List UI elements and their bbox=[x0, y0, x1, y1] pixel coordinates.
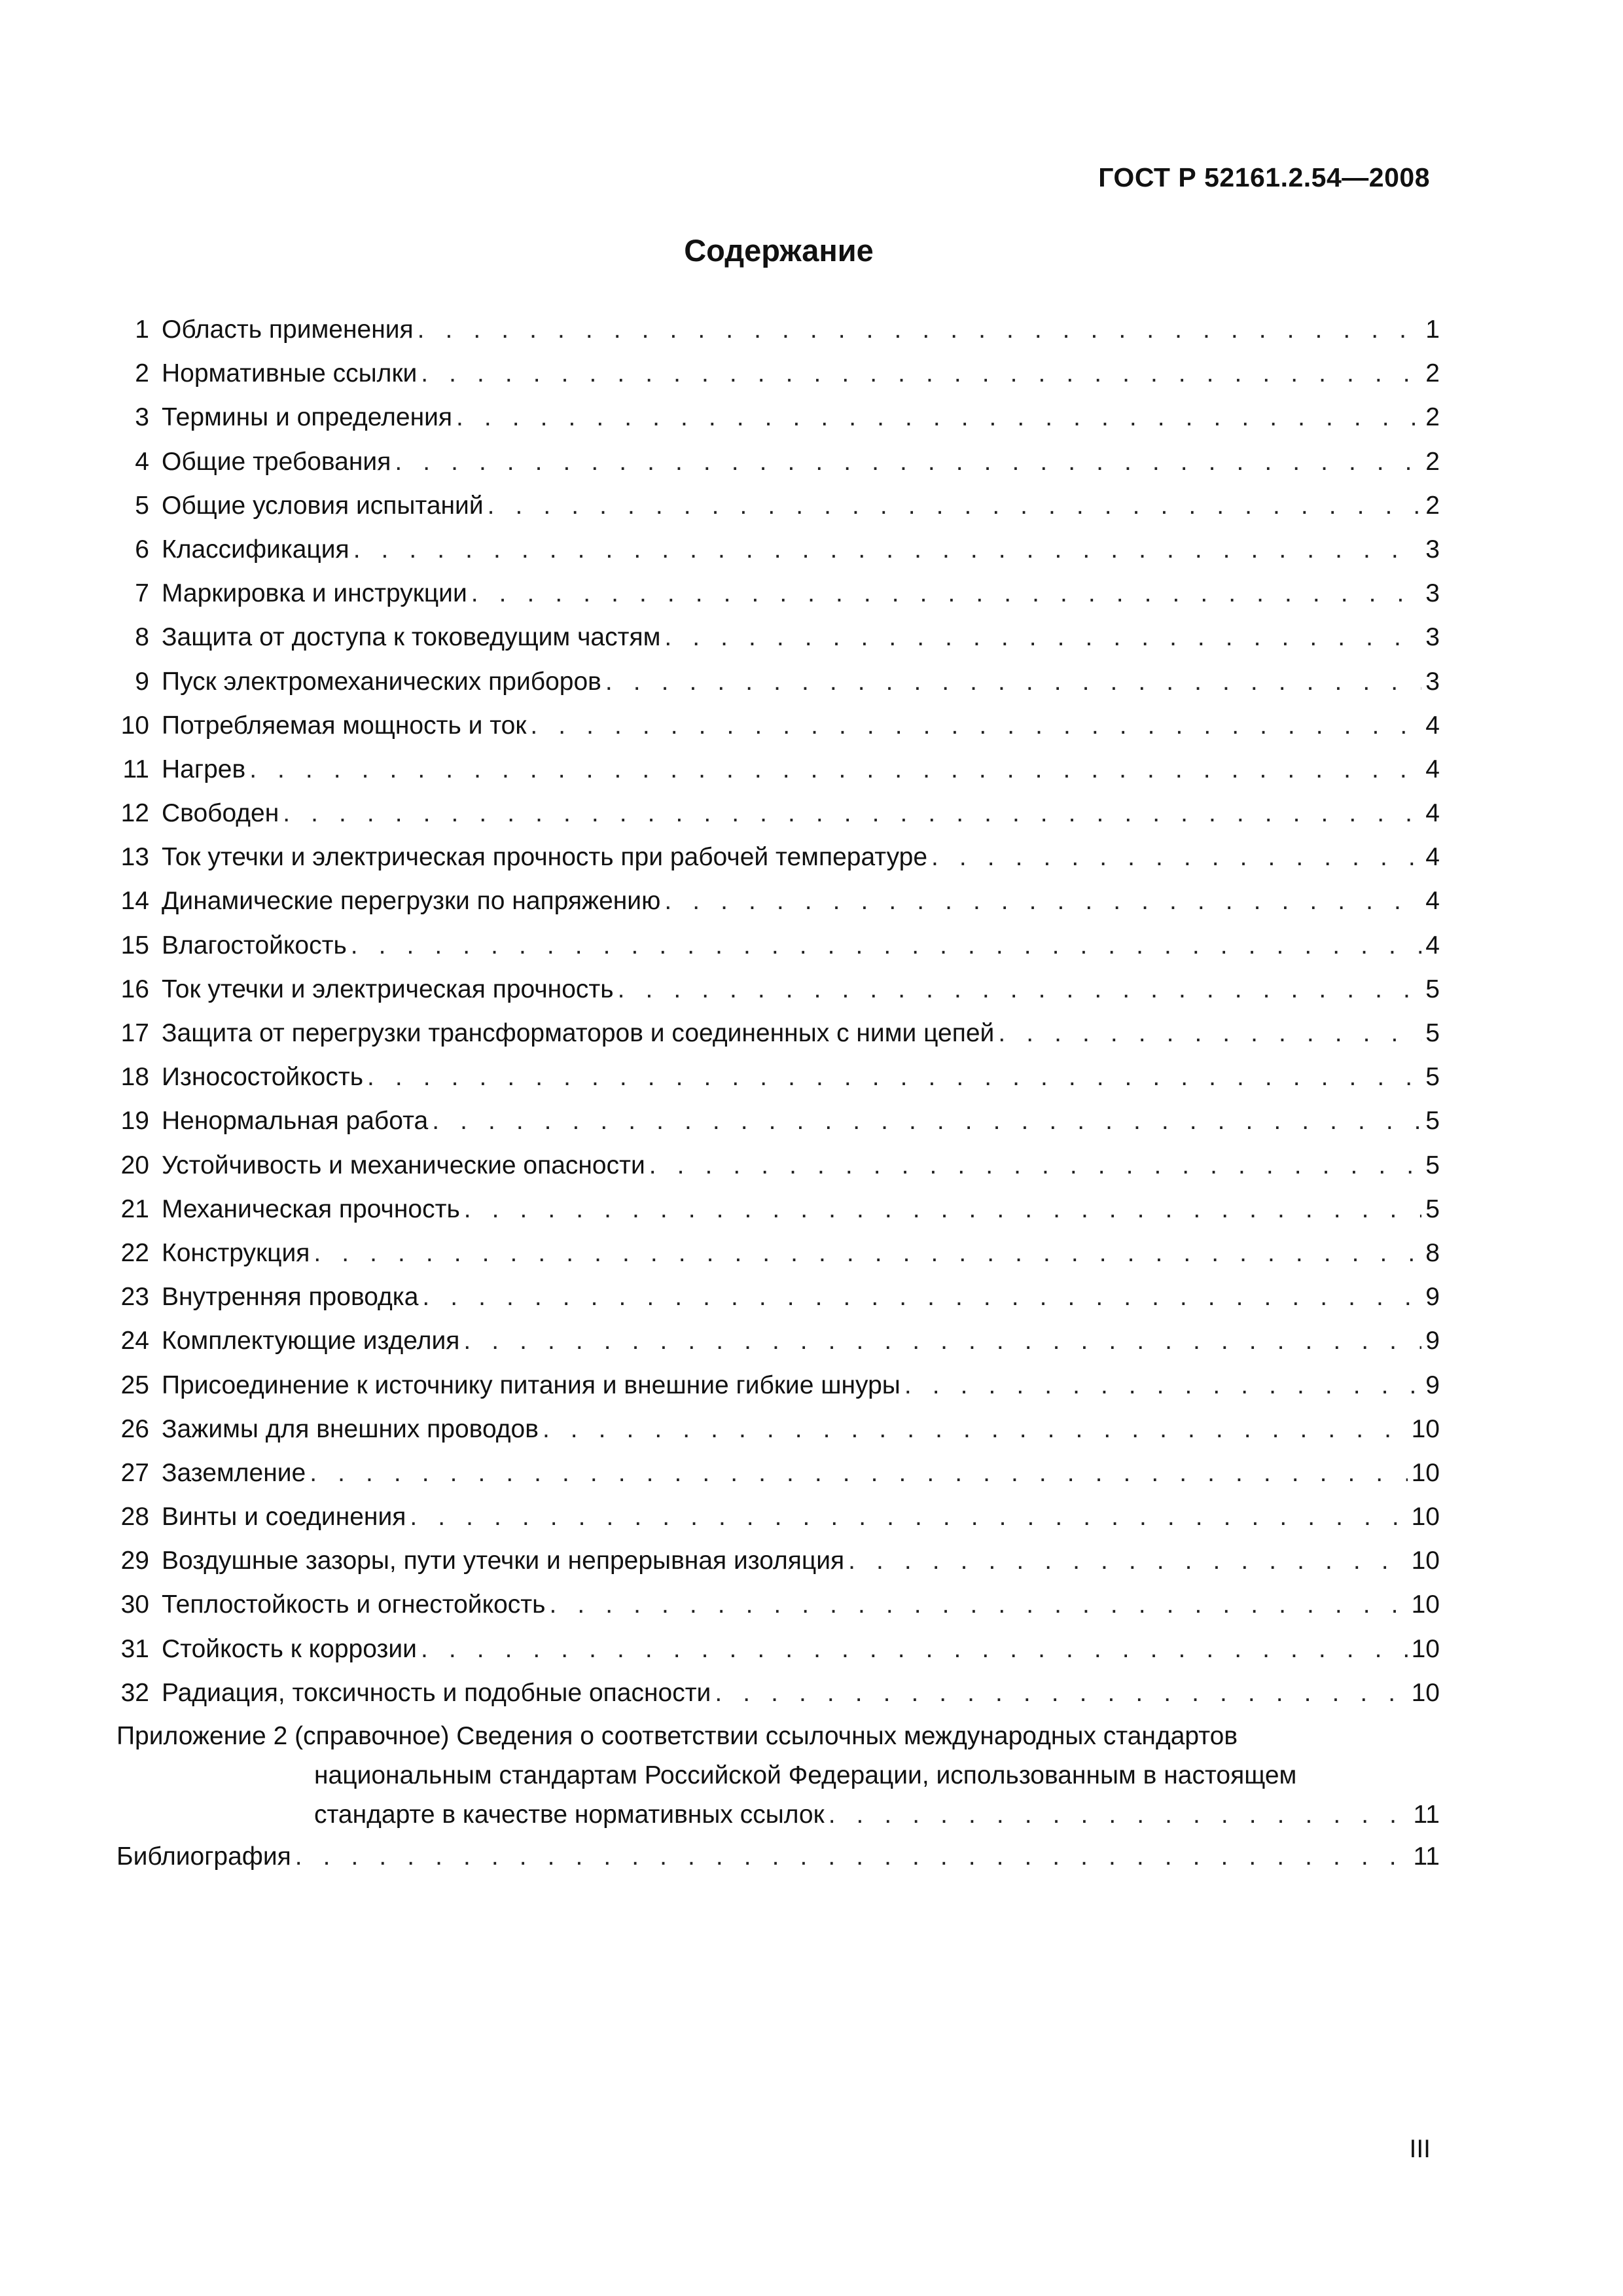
toc-entry[interactable] bbox=[116, 1583, 1440, 1626]
dot-leader bbox=[432, 1099, 1421, 1143]
toc-entry-label: Конструкция bbox=[162, 1238, 310, 1267]
toc-entry-page-number: 1 bbox=[1425, 315, 1440, 344]
toc-entry-number: 14 bbox=[120, 887, 149, 916]
toc-entry[interactable] bbox=[116, 1275, 1440, 1319]
toc-entry[interactable] bbox=[116, 528, 1440, 571]
toc-entry-page-number: 4 bbox=[1425, 711, 1440, 740]
dot-leader bbox=[367, 1055, 1421, 1099]
appendix-page-number: 11 bbox=[1413, 1801, 1440, 1829]
toc-entry[interactable] bbox=[116, 924, 1440, 967]
toc-entry-number: 9 bbox=[135, 667, 149, 696]
toc-entry-number: 29 bbox=[120, 1547, 149, 1575]
dot-leader bbox=[715, 1671, 1407, 1715]
toc-entry-page-number: 2 bbox=[1425, 491, 1440, 520]
toc-entry-label: Механическая прочность bbox=[162, 1194, 460, 1223]
toc-entry-label: Защита от перегрузки трансформаторов и соединенных с ними цепей bbox=[162, 1019, 995, 1047]
toc-entry-label: Маркировка и инструкции bbox=[162, 579, 467, 608]
toc-entry-label: Нагрев bbox=[162, 755, 246, 783]
toc-title: Содержание bbox=[684, 233, 874, 268]
toc-entry-page-number: 4 bbox=[1425, 755, 1440, 783]
toc-entry[interactable] bbox=[116, 1407, 1440, 1451]
toc-entry-page-number: 3 bbox=[1425, 623, 1440, 652]
toc-entry[interactable] bbox=[116, 704, 1440, 747]
toc-entry[interactable] bbox=[116, 879, 1440, 923]
toc-entry-label: Общие требования bbox=[162, 447, 391, 476]
bibliography-label: Библиография bbox=[116, 1842, 291, 1871]
page-number: III bbox=[1409, 2135, 1431, 2163]
toc-entry-label: Износостойкость bbox=[162, 1063, 364, 1092]
toc-entry[interactable] bbox=[116, 967, 1440, 1011]
toc-entry-number: 10 bbox=[120, 711, 149, 740]
toc-entry-label: Стойкость к коррозии bbox=[162, 1634, 417, 1663]
toc-entry[interactable] bbox=[116, 1143, 1440, 1187]
toc-entry-label: Комплектующие изделия bbox=[162, 1327, 460, 1355]
toc-entry-number: 1 bbox=[135, 315, 149, 344]
toc-entry-label: Нормативные ссылки bbox=[162, 359, 418, 388]
toc-entry-number: 27 bbox=[120, 1458, 149, 1487]
toc-entry-label: Воздушные зазоры, пути утечки и непрерывная изоляция bbox=[162, 1547, 845, 1575]
toc-entry-page-number: 9 bbox=[1425, 1327, 1440, 1355]
toc-entry-number: 16 bbox=[120, 975, 149, 1003]
toc-entry-label: Свободен bbox=[162, 799, 279, 828]
dot-leader bbox=[618, 967, 1422, 1011]
toc-entry-label: Защита от доступа к токоведущим частям bbox=[162, 623, 661, 652]
dot-leader bbox=[313, 1231, 1421, 1275]
dot-leader bbox=[664, 615, 1421, 659]
toc-entry-page-number: 10 bbox=[1411, 1458, 1440, 1487]
toc-entry-page-number: 5 bbox=[1425, 1063, 1440, 1092]
toc-entry-page-number: 10 bbox=[1411, 1503, 1440, 1532]
toc-entry-label: Устойчивость и механические опасности bbox=[162, 1151, 645, 1179]
appendix-title-line2: национальным стандартам Российской Федерации, использованным в настоящем bbox=[314, 1761, 1297, 1789]
toc-entry[interactable] bbox=[116, 1627, 1440, 1671]
toc-entry-label: Ток утечки и электрическая прочность bbox=[162, 975, 614, 1003]
toc-entry-number: 4 bbox=[135, 447, 149, 476]
toc-entry-number: 12 bbox=[120, 799, 149, 828]
toc-entry-page-number: 3 bbox=[1425, 535, 1440, 564]
toc-entry-page-number: 10 bbox=[1411, 1634, 1440, 1663]
toc-entry-label: Ненормальная работа bbox=[162, 1107, 429, 1136]
toc-entry[interactable] bbox=[116, 835, 1440, 879]
dot-leader bbox=[421, 1627, 1408, 1671]
dot-leader bbox=[829, 1795, 1410, 1835]
toc-entry-page-number: 10 bbox=[1411, 1414, 1440, 1443]
toc-entry-label: Ток утечки и электрическая прочность при рабочей температуре bbox=[162, 843, 928, 872]
dot-leader bbox=[295, 1835, 1410, 1878]
toc-entry[interactable] bbox=[116, 1099, 1440, 1143]
dot-leader bbox=[848, 1539, 1407, 1583]
toc-entry-label: Винты и соединения bbox=[162, 1503, 406, 1532]
toc-entry[interactable] bbox=[116, 351, 1440, 395]
toc-entry[interactable] bbox=[116, 660, 1440, 704]
toc-entry[interactable] bbox=[116, 747, 1440, 791]
toc-entry-label: Классификация bbox=[162, 535, 349, 564]
toc-entry-number: 13 bbox=[120, 843, 149, 872]
toc-entry-page-number: 2 bbox=[1425, 447, 1440, 476]
toc-entry-label: Влагостойкость bbox=[162, 931, 347, 960]
toc-entry-page-number: 10 bbox=[1411, 1590, 1440, 1619]
toc-entry-page-number: 5 bbox=[1425, 1019, 1440, 1047]
toc-entry-page-number: 5 bbox=[1425, 975, 1440, 1003]
toc-entry-page-number: 3 bbox=[1425, 667, 1440, 696]
toc-entry-number: 26 bbox=[120, 1414, 149, 1443]
dot-leader bbox=[931, 835, 1421, 879]
toc-entry[interactable] bbox=[116, 1363, 1440, 1407]
dot-leader bbox=[664, 879, 1421, 923]
toc-entry-page-number: 5 bbox=[1425, 1194, 1440, 1223]
toc-entry-number: 30 bbox=[120, 1590, 149, 1619]
toc-entry[interactable] bbox=[116, 1011, 1440, 1055]
dot-leader bbox=[418, 308, 1422, 351]
toc-entry-number: 2 bbox=[135, 359, 149, 388]
toc-entry-number: 3 bbox=[135, 403, 149, 432]
toc-entry-label: Радиация, токсичность и подобные опасности bbox=[162, 1678, 711, 1707]
toc-entry-label: Общие условия испытаний bbox=[162, 491, 484, 520]
toc-entry[interactable] bbox=[116, 1319, 1440, 1363]
toc-entry[interactable] bbox=[116, 1671, 1440, 1715]
toc-entry-number: 15 bbox=[120, 931, 149, 960]
toc-entry-label: Заземление bbox=[162, 1458, 306, 1487]
toc-entry[interactable] bbox=[116, 1187, 1440, 1231]
dot-leader bbox=[649, 1143, 1422, 1187]
toc-entry-page-number: 10 bbox=[1411, 1678, 1440, 1707]
toc-entry-label: Пуск электромеханических приборов bbox=[162, 667, 601, 696]
toc-entry[interactable] bbox=[116, 440, 1440, 484]
toc-entry-number: 20 bbox=[120, 1151, 149, 1179]
toc-entry[interactable] bbox=[116, 484, 1440, 528]
toc-entry[interactable] bbox=[116, 615, 1440, 659]
dot-leader bbox=[249, 747, 1421, 791]
dot-leader bbox=[998, 1011, 1421, 1055]
dot-leader bbox=[422, 1275, 1421, 1319]
toc-entry[interactable] bbox=[116, 395, 1440, 439]
dot-leader bbox=[904, 1363, 1421, 1407]
dot-leader bbox=[488, 484, 1422, 528]
toc-entry-number: 24 bbox=[120, 1327, 149, 1355]
toc-entry-page-number: 4 bbox=[1425, 843, 1440, 872]
appendix-title-line3: стандарте в качестве нормативных ссылок bbox=[314, 1801, 825, 1829]
toc-entry-number: 8 bbox=[135, 623, 149, 652]
toc-entry-label: Потребляемая мощность и ток bbox=[162, 711, 527, 740]
toc-entry-label: Динамические перегрузки по напряжению bbox=[162, 887, 661, 916]
toc-entry-label: Область применения bbox=[162, 315, 414, 344]
toc-entry[interactable] bbox=[116, 308, 1440, 351]
dot-leader bbox=[530, 704, 1421, 747]
toc-entry-number: 21 bbox=[120, 1194, 149, 1223]
toc-entry-page-number: 9 bbox=[1425, 1371, 1440, 1399]
toc-entry-number: 22 bbox=[120, 1238, 149, 1267]
toc-entry-page-number: 9 bbox=[1425, 1283, 1440, 1312]
dot-leader bbox=[549, 1583, 1407, 1626]
toc-entry[interactable] bbox=[116, 1451, 1440, 1495]
dot-leader bbox=[351, 924, 1422, 967]
toc-entry-label: Термины и определения bbox=[162, 403, 453, 432]
toc-entry-number: 17 bbox=[120, 1019, 149, 1047]
dot-leader bbox=[353, 528, 1422, 571]
toc-entry-number: 7 bbox=[135, 579, 149, 608]
toc-entry-page-number: 4 bbox=[1425, 931, 1440, 960]
toc-entry-page-number: 10 bbox=[1411, 1547, 1440, 1575]
toc-entry-number: 5 bbox=[135, 491, 149, 520]
toc-entry[interactable] bbox=[116, 1231, 1440, 1275]
toc-entry-number: 28 bbox=[120, 1503, 149, 1532]
dot-leader bbox=[410, 1495, 1407, 1539]
toc-entry-number: 32 bbox=[120, 1678, 149, 1707]
toc-entry-number: 25 bbox=[120, 1371, 149, 1399]
dot-leader bbox=[543, 1407, 1408, 1451]
toc-entry-number: 11 bbox=[122, 755, 149, 783]
dot-leader bbox=[421, 351, 1421, 395]
toc-entry[interactable] bbox=[116, 1055, 1440, 1099]
dot-leader bbox=[471, 571, 1422, 615]
dot-leader bbox=[310, 1451, 1407, 1495]
toc-entry-label: Зажимы для внешних проводов bbox=[162, 1414, 539, 1443]
toc-entry[interactable] bbox=[116, 791, 1440, 835]
toc-entry-label: Присоединение к источнику питания и внешние гибкие шнуры bbox=[162, 1371, 901, 1399]
dot-leader bbox=[463, 1319, 1421, 1363]
toc-entry[interactable] bbox=[116, 1539, 1440, 1583]
dot-leader bbox=[456, 395, 1421, 439]
toc-entry-page-number: 5 bbox=[1425, 1151, 1440, 1179]
toc-entry-number: 6 bbox=[135, 535, 149, 564]
toc-entry-page-number: 3 bbox=[1425, 579, 1440, 608]
toc-entry-label: Теплостойкость и огнестойкость bbox=[162, 1590, 546, 1619]
dot-leader bbox=[464, 1187, 1422, 1231]
bibliography-page-number: 11 bbox=[1413, 1842, 1440, 1871]
toc-entry[interactable] bbox=[116, 1495, 1440, 1539]
toc-appendix[interactable] bbox=[116, 1717, 1440, 1835]
appendix-title-line1: Приложение 2 (справочное) Сведения о соответствии ссылочных международных стандартов bbox=[116, 1722, 1238, 1750]
table-of-contents bbox=[116, 308, 1440, 1878]
dot-leader bbox=[605, 660, 1421, 704]
dot-leader bbox=[395, 440, 1421, 484]
toc-entry-page-number: 2 bbox=[1425, 359, 1440, 388]
document-code: ГОСТ Р 52161.2.54—2008 bbox=[1098, 162, 1430, 192]
toc-entry-number: 31 bbox=[120, 1634, 149, 1663]
toc-bibliography[interactable] bbox=[116, 1835, 1440, 1878]
dot-leader bbox=[283, 791, 1421, 835]
toc-entry-label: Внутренняя проводка bbox=[162, 1283, 419, 1312]
toc-entry-number: 18 bbox=[120, 1063, 149, 1092]
toc-entry-number: 23 bbox=[120, 1283, 149, 1312]
toc-entry-number: 19 bbox=[120, 1107, 149, 1136]
toc-entry-page-number: 4 bbox=[1425, 887, 1440, 916]
toc-entry-page-number: 2 bbox=[1425, 403, 1440, 432]
toc-entry-page-number: 5 bbox=[1425, 1107, 1440, 1136]
toc-entry-page-number: 4 bbox=[1425, 799, 1440, 828]
toc-entry-page-number: 8 bbox=[1425, 1238, 1440, 1267]
toc-entry[interactable] bbox=[116, 571, 1440, 615]
